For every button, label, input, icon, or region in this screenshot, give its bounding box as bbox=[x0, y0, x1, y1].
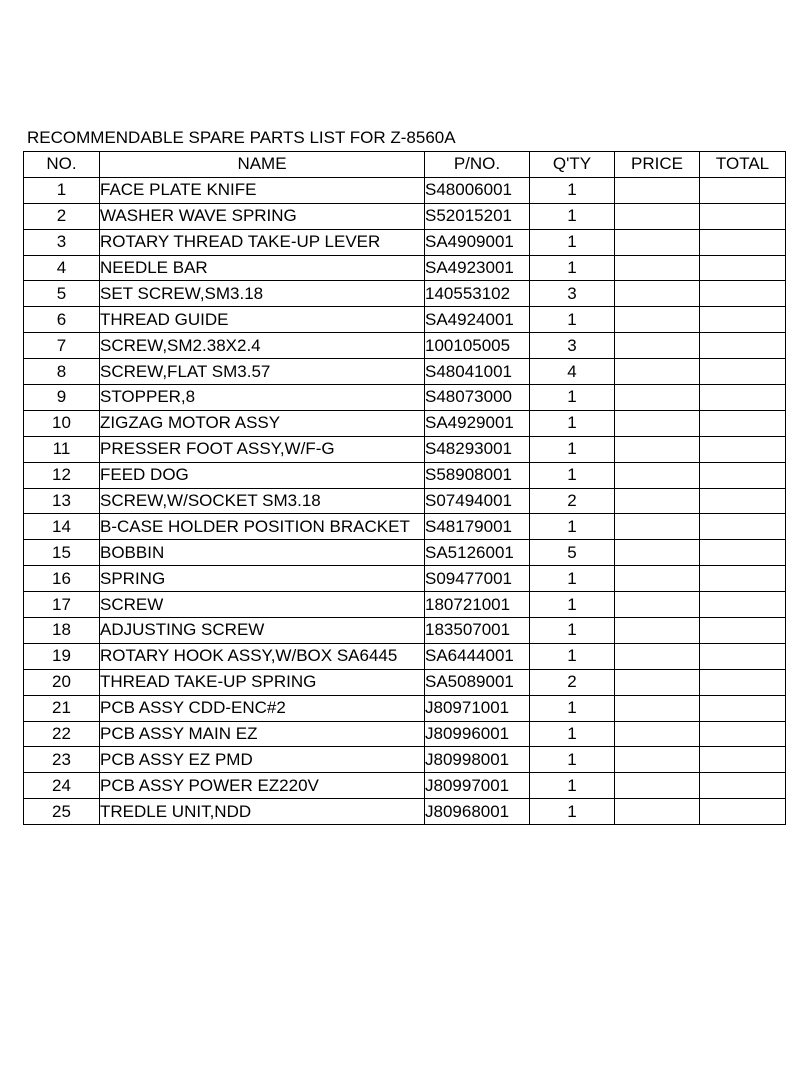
cell-total bbox=[700, 773, 786, 799]
table-row bbox=[24, 462, 786, 488]
cell-total bbox=[700, 540, 786, 566]
cell-quantity: 1 bbox=[530, 799, 615, 825]
cell-total bbox=[700, 592, 786, 618]
column-header-total: TOTAL bbox=[700, 152, 786, 178]
cell-name: PCB ASSY POWER EZ220V bbox=[100, 773, 425, 799]
cell-name: NEEDLE BAR bbox=[100, 255, 425, 281]
table-row bbox=[24, 747, 786, 773]
cell-name: FACE PLATE KNIFE bbox=[100, 177, 425, 203]
table-row bbox=[24, 385, 786, 411]
table-row bbox=[24, 643, 786, 669]
cell-no: 21 bbox=[24, 695, 100, 721]
cell-price bbox=[615, 566, 700, 592]
cell-quantity: 5 bbox=[530, 540, 615, 566]
cell-no: 13 bbox=[24, 488, 100, 514]
cell-quantity: 1 bbox=[530, 566, 615, 592]
cell-name: BOBBIN bbox=[100, 540, 425, 566]
cell-part-number: SA5126001 bbox=[425, 540, 530, 566]
cell-price bbox=[615, 747, 700, 773]
cell-total bbox=[700, 385, 786, 411]
cell-part-number: S52015201 bbox=[425, 203, 530, 229]
cell-quantity: 1 bbox=[530, 203, 615, 229]
table-row bbox=[24, 669, 786, 695]
cell-no: 17 bbox=[24, 592, 100, 618]
cell-quantity: 1 bbox=[530, 643, 615, 669]
cell-total bbox=[700, 203, 786, 229]
cell-total bbox=[700, 333, 786, 359]
cell-no: 3 bbox=[24, 229, 100, 255]
cell-no: 9 bbox=[24, 385, 100, 411]
cell-price bbox=[615, 643, 700, 669]
cell-part-number: SA6444001 bbox=[425, 643, 530, 669]
cell-total bbox=[700, 410, 786, 436]
cell-name: SCREW,SM2.38X2.4 bbox=[100, 333, 425, 359]
cell-quantity: 2 bbox=[530, 488, 615, 514]
table-row bbox=[24, 566, 786, 592]
cell-part-number: J80996001 bbox=[425, 721, 530, 747]
cell-total bbox=[700, 721, 786, 747]
table-row bbox=[24, 618, 786, 644]
cell-no: 19 bbox=[24, 643, 100, 669]
cell-quantity: 4 bbox=[530, 359, 615, 385]
cell-no: 11 bbox=[24, 436, 100, 462]
cell-total bbox=[700, 747, 786, 773]
cell-name: SCREW,W/SOCKET SM3.18 bbox=[100, 488, 425, 514]
cell-part-number: S48006001 bbox=[425, 177, 530, 203]
document-title: RECOMMENDABLE SPARE PARTS LIST FOR Z-8560A bbox=[27, 128, 456, 147]
cell-total bbox=[700, 436, 786, 462]
cell-price bbox=[615, 359, 700, 385]
cell-quantity: 1 bbox=[530, 177, 615, 203]
table-header-row bbox=[24, 152, 786, 178]
cell-name: THREAD TAKE-UP SPRING bbox=[100, 669, 425, 695]
cell-name: SPRING bbox=[100, 566, 425, 592]
cell-quantity: 1 bbox=[530, 721, 615, 747]
cell-quantity: 1 bbox=[530, 436, 615, 462]
cell-total bbox=[700, 255, 786, 281]
table-row bbox=[24, 514, 786, 540]
cell-part-number: SA4923001 bbox=[425, 255, 530, 281]
cell-part-number: SA5089001 bbox=[425, 669, 530, 695]
table-row bbox=[24, 592, 786, 618]
cell-quantity: 1 bbox=[530, 618, 615, 644]
cell-part-number: SA4929001 bbox=[425, 410, 530, 436]
cell-name: ZIGZAG MOTOR ASSY bbox=[100, 410, 425, 436]
table-row bbox=[24, 799, 786, 825]
table-row bbox=[24, 359, 786, 385]
spare-parts-table bbox=[23, 151, 786, 825]
cell-no: 2 bbox=[24, 203, 100, 229]
cell-part-number: J80997001 bbox=[425, 773, 530, 799]
cell-part-number: 180721001 bbox=[425, 592, 530, 618]
cell-name: PCB ASSY MAIN EZ bbox=[100, 721, 425, 747]
cell-no: 22 bbox=[24, 721, 100, 747]
cell-name: SCREW bbox=[100, 592, 425, 618]
cell-price bbox=[615, 410, 700, 436]
column-header-no: NO. bbox=[24, 152, 100, 178]
cell-price bbox=[615, 281, 700, 307]
table-row bbox=[24, 488, 786, 514]
cell-no: 24 bbox=[24, 773, 100, 799]
cell-price bbox=[615, 773, 700, 799]
cell-total bbox=[700, 643, 786, 669]
table-row bbox=[24, 695, 786, 721]
cell-quantity: 1 bbox=[530, 385, 615, 411]
cell-name: STOPPER,8 bbox=[100, 385, 425, 411]
cell-quantity: 1 bbox=[530, 307, 615, 333]
table-row bbox=[24, 177, 786, 203]
column-header-price: PRICE bbox=[615, 152, 700, 178]
table-body bbox=[24, 177, 786, 824]
cell-name: SCREW,FLAT SM3.57 bbox=[100, 359, 425, 385]
cell-price bbox=[615, 721, 700, 747]
cell-total bbox=[700, 281, 786, 307]
cell-part-number: S48073000 bbox=[425, 385, 530, 411]
cell-price bbox=[615, 540, 700, 566]
cell-no: 25 bbox=[24, 799, 100, 825]
cell-no: 18 bbox=[24, 618, 100, 644]
cell-part-number: 183507001 bbox=[425, 618, 530, 644]
cell-quantity: 3 bbox=[530, 333, 615, 359]
cell-part-number: S48293001 bbox=[425, 436, 530, 462]
cell-total bbox=[700, 514, 786, 540]
cell-total bbox=[700, 359, 786, 385]
cell-part-number: 100105005 bbox=[425, 333, 530, 359]
cell-price bbox=[615, 462, 700, 488]
cell-quantity: 1 bbox=[530, 773, 615, 799]
cell-total bbox=[700, 799, 786, 825]
table-row bbox=[24, 436, 786, 462]
table-row bbox=[24, 540, 786, 566]
cell-no: 4 bbox=[24, 255, 100, 281]
cell-no: 23 bbox=[24, 747, 100, 773]
cell-no: 16 bbox=[24, 566, 100, 592]
cell-no: 20 bbox=[24, 669, 100, 695]
table-row bbox=[24, 773, 786, 799]
column-header-name: NAME bbox=[100, 152, 425, 178]
table-row bbox=[24, 281, 786, 307]
cell-name: B-CASE HOLDER POSITION BRACKET bbox=[100, 514, 425, 540]
cell-total bbox=[700, 618, 786, 644]
table-row bbox=[24, 721, 786, 747]
cell-name: SET SCREW,SM3.18 bbox=[100, 281, 425, 307]
cell-quantity: 1 bbox=[530, 695, 615, 721]
cell-no: 12 bbox=[24, 462, 100, 488]
cell-price bbox=[615, 488, 700, 514]
cell-total bbox=[700, 566, 786, 592]
cell-price bbox=[615, 385, 700, 411]
cell-total bbox=[700, 229, 786, 255]
cell-quantity: 1 bbox=[530, 462, 615, 488]
cell-price bbox=[615, 255, 700, 281]
column-header-part-number: P/NO. bbox=[425, 152, 530, 178]
cell-quantity: 1 bbox=[530, 592, 615, 618]
cell-price bbox=[615, 203, 700, 229]
table-row bbox=[24, 255, 786, 281]
cell-name: ROTARY THREAD TAKE-UP LEVER bbox=[100, 229, 425, 255]
cell-price bbox=[615, 799, 700, 825]
cell-quantity: 1 bbox=[530, 514, 615, 540]
table-row bbox=[24, 203, 786, 229]
cell-name: ROTARY HOOK ASSY,W/BOX SA6445 bbox=[100, 643, 425, 669]
column-header-quantity: Q'TY bbox=[530, 152, 615, 178]
cell-part-number: S48041001 bbox=[425, 359, 530, 385]
table-row bbox=[24, 333, 786, 359]
cell-no: 14 bbox=[24, 514, 100, 540]
cell-quantity: 1 bbox=[530, 229, 615, 255]
cell-total bbox=[700, 695, 786, 721]
cell-part-number: S07494001 bbox=[425, 488, 530, 514]
cell-total bbox=[700, 177, 786, 203]
cell-price bbox=[615, 669, 700, 695]
cell-part-number: J80998001 bbox=[425, 747, 530, 773]
cell-price bbox=[615, 618, 700, 644]
cell-total bbox=[700, 488, 786, 514]
cell-quantity: 1 bbox=[530, 747, 615, 773]
cell-part-number: 140553102 bbox=[425, 281, 530, 307]
cell-quantity: 1 bbox=[530, 410, 615, 436]
cell-no: 6 bbox=[24, 307, 100, 333]
cell-name: TREDLE UNIT,NDD bbox=[100, 799, 425, 825]
cell-no: 5 bbox=[24, 281, 100, 307]
cell-name: PRESSER FOOT ASSY,W/F-G bbox=[100, 436, 425, 462]
table-row bbox=[24, 229, 786, 255]
cell-price bbox=[615, 436, 700, 462]
cell-part-number: J80968001 bbox=[425, 799, 530, 825]
cell-no: 10 bbox=[24, 410, 100, 436]
cell-part-number: S58908001 bbox=[425, 462, 530, 488]
cell-price bbox=[615, 514, 700, 540]
cell-name: THREAD GUIDE bbox=[100, 307, 425, 333]
cell-name: WASHER WAVE SPRING bbox=[100, 203, 425, 229]
cell-quantity: 3 bbox=[530, 281, 615, 307]
cell-name: PCB ASSY CDD-ENC#2 bbox=[100, 695, 425, 721]
cell-price bbox=[615, 177, 700, 203]
cell-quantity: 1 bbox=[530, 255, 615, 281]
cell-no: 1 bbox=[24, 177, 100, 203]
cell-price bbox=[615, 229, 700, 255]
cell-part-number: S48179001 bbox=[425, 514, 530, 540]
cell-part-number: SA4924001 bbox=[425, 307, 530, 333]
cell-quantity: 2 bbox=[530, 669, 615, 695]
cell-name: FEED DOG bbox=[100, 462, 425, 488]
cell-part-number: J80971001 bbox=[425, 695, 530, 721]
cell-part-number: S09477001 bbox=[425, 566, 530, 592]
cell-part-number: SA4909001 bbox=[425, 229, 530, 255]
cell-no: 8 bbox=[24, 359, 100, 385]
table-row bbox=[24, 307, 786, 333]
cell-price bbox=[615, 307, 700, 333]
cell-name: ADJUSTING SCREW bbox=[100, 618, 425, 644]
cell-total bbox=[700, 462, 786, 488]
table-row bbox=[24, 410, 786, 436]
cell-total bbox=[700, 307, 786, 333]
cell-name: PCB ASSY EZ PMD bbox=[100, 747, 425, 773]
cell-price bbox=[615, 333, 700, 359]
cell-no: 15 bbox=[24, 540, 100, 566]
cell-price bbox=[615, 592, 700, 618]
cell-total bbox=[700, 669, 786, 695]
cell-price bbox=[615, 695, 700, 721]
cell-no: 7 bbox=[24, 333, 100, 359]
